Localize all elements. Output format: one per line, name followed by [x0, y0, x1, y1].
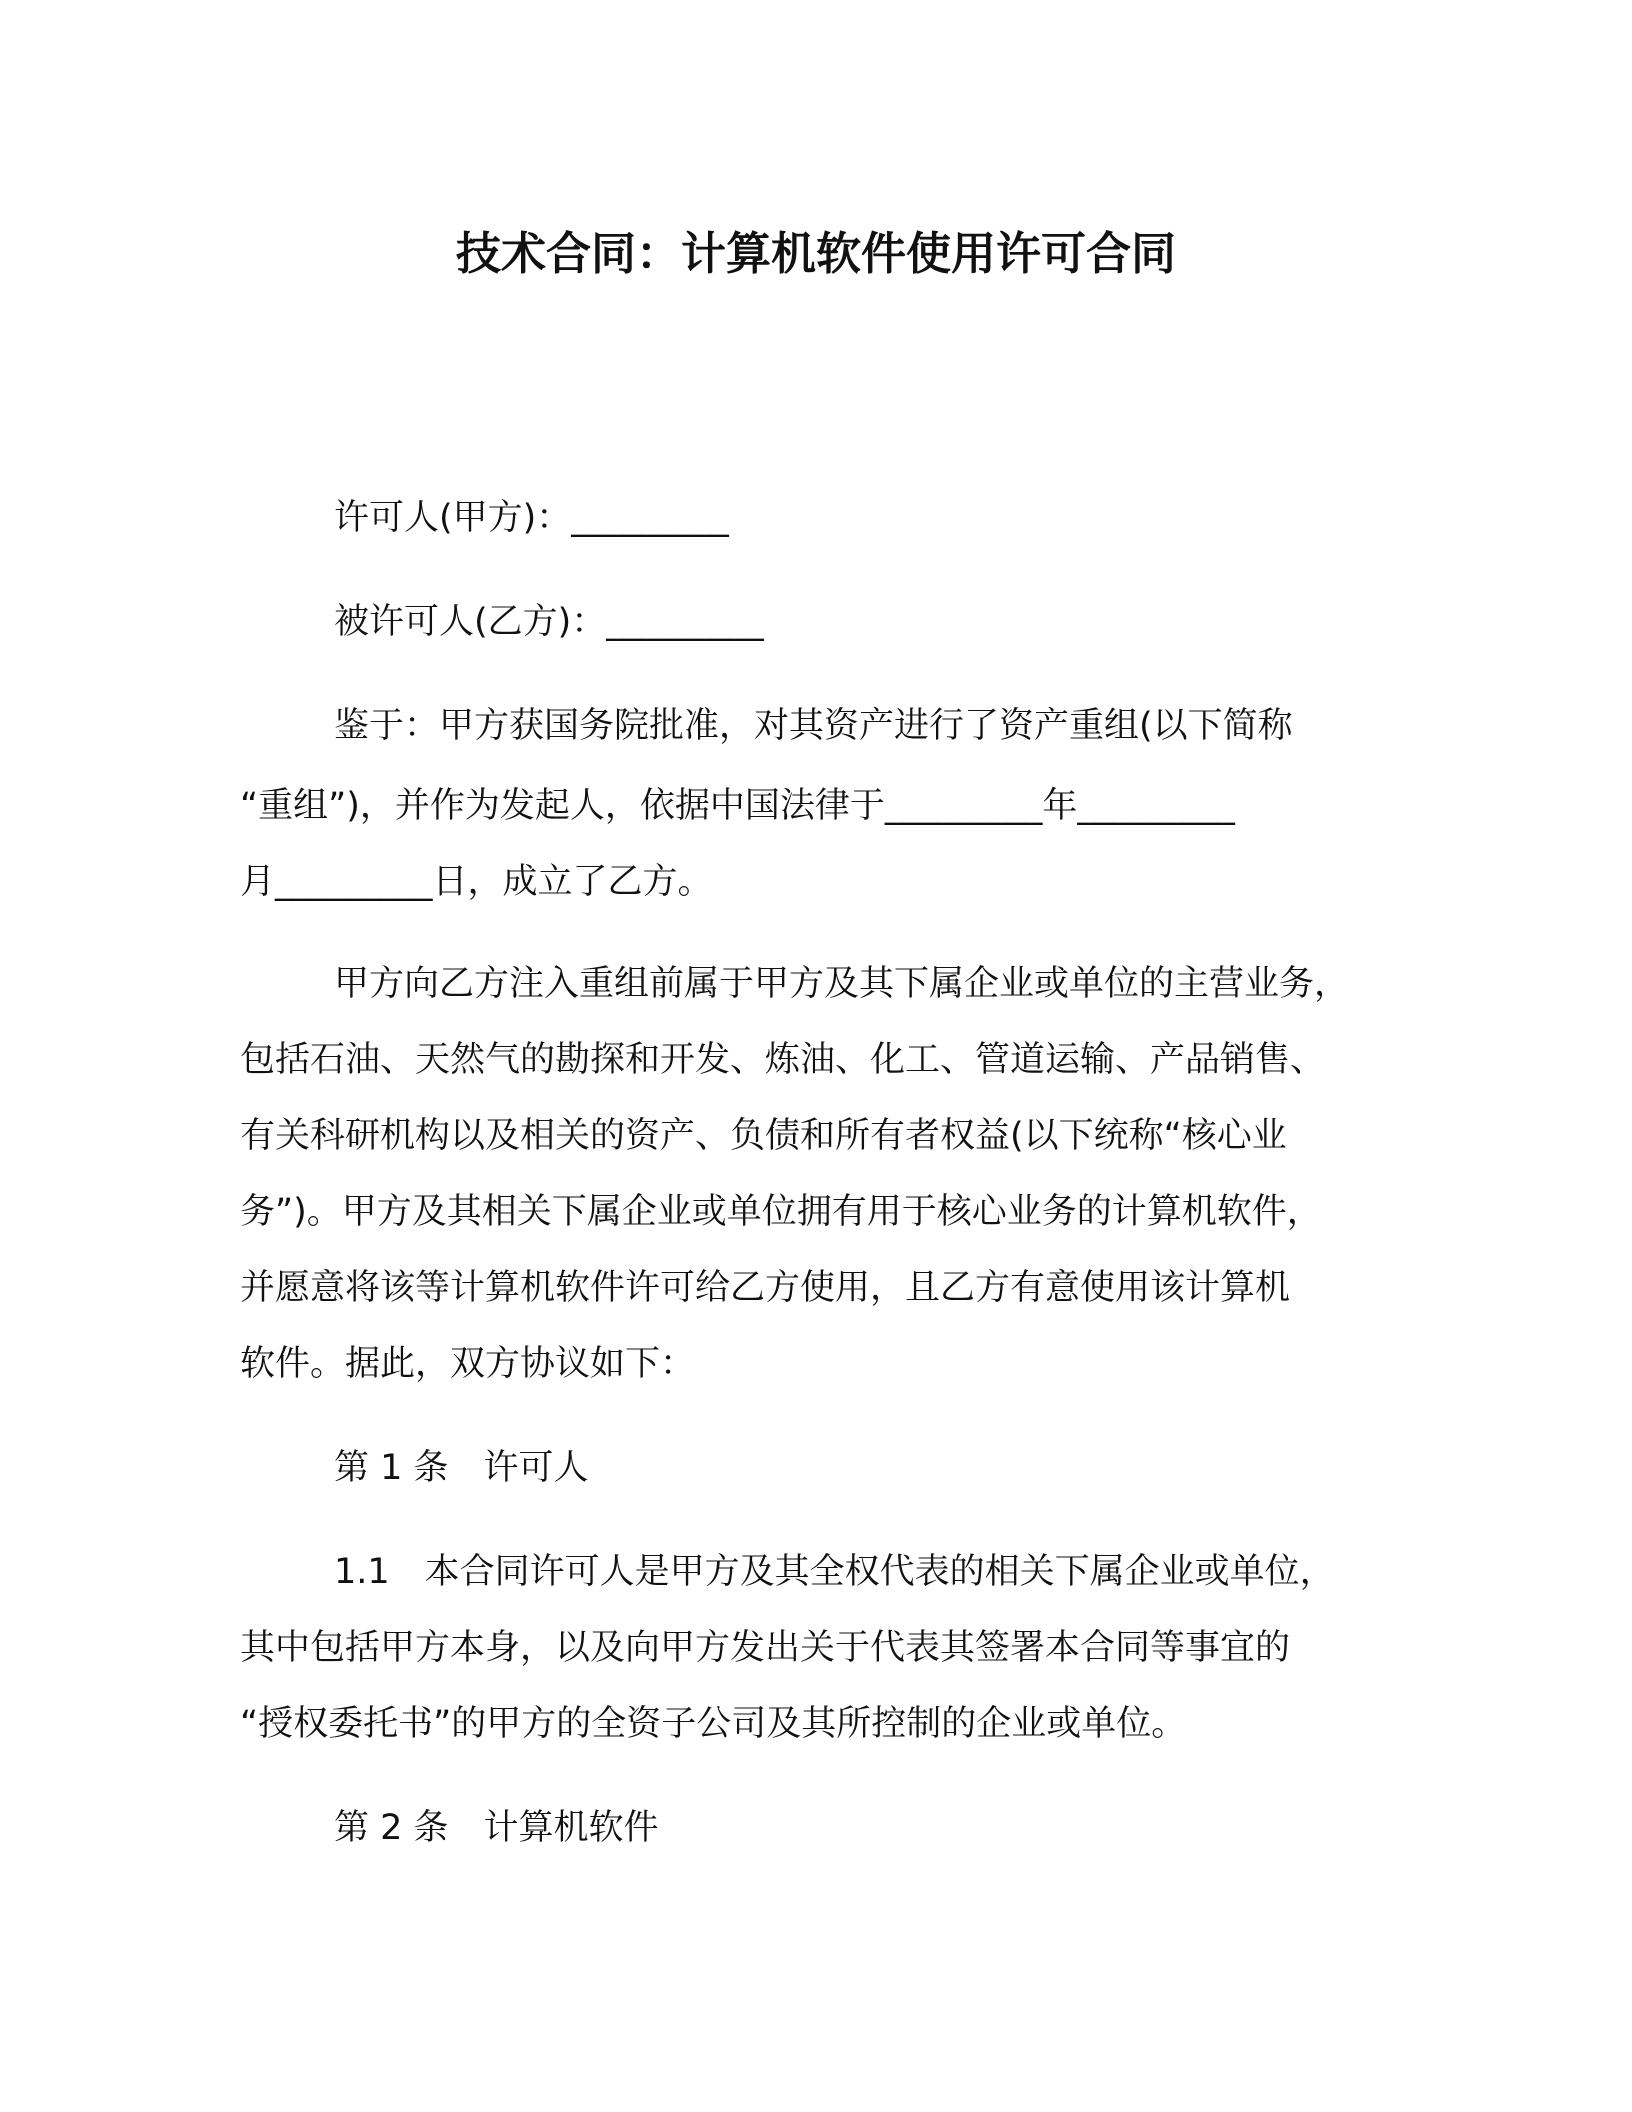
whereas-line-3: 月_________日，成立了乙方。 — [240, 862, 713, 902]
licensee-line: 被许可人(乙方)：_________ — [334, 602, 764, 642]
clause-1-1-line-1: 1.1 本合同许可人是甲方及其全权代表的相关下属企业或单位， — [334, 1552, 1335, 1592]
whereas-line-1: 鉴于：甲方获国务院批准，对其资产进行了资产重组(以下简称 — [334, 706, 1293, 746]
business-line-2: 包括石油、天然气的勘探和开发、炼油、化工、管道运输、产品销售、 — [240, 1040, 1326, 1080]
article-1-heading: 第 1 条 许可人 — [334, 1448, 589, 1488]
business-line-4: 务”)。甲方及其相关下属企业或单位拥有用于核心业务的计算机软件， — [240, 1192, 1322, 1232]
business-line-6: 软件。据此，双方协议如下： — [240, 1344, 696, 1384]
business-line-1: 甲方向乙方注入重组前属于甲方及其下属企业或单位的主营业务， — [334, 964, 1350, 1004]
business-line-5: 并愿意将该等计算机软件许可给乙方使用，且乙方有意使用该计算机 — [240, 1268, 1291, 1308]
clause-1-1-line-3: “授权委托书”的甲方的全资子公司及其所控制的企业或单位。 — [240, 1704, 1187, 1744]
document-title: 技术合同：计算机软件使用许可合同 — [455, 227, 1176, 280]
whereas-line-2: “重组”)，并作为发起人，依据中国法律于_________年_________ — [240, 786, 1235, 826]
business-line-3: 有关科研机构以及相关的资产、负债和所有者权益(以下统称“核心业 — [240, 1116, 1287, 1156]
licensor-line: 许可人(甲方)：_________ — [334, 498, 729, 538]
article-2-heading: 第 2 条 计算机软件 — [334, 1808, 659, 1848]
clause-1-1-line-2: 其中包括甲方本身，以及向甲方发出关于代表其签署本合同等事宜的 — [240, 1628, 1291, 1668]
